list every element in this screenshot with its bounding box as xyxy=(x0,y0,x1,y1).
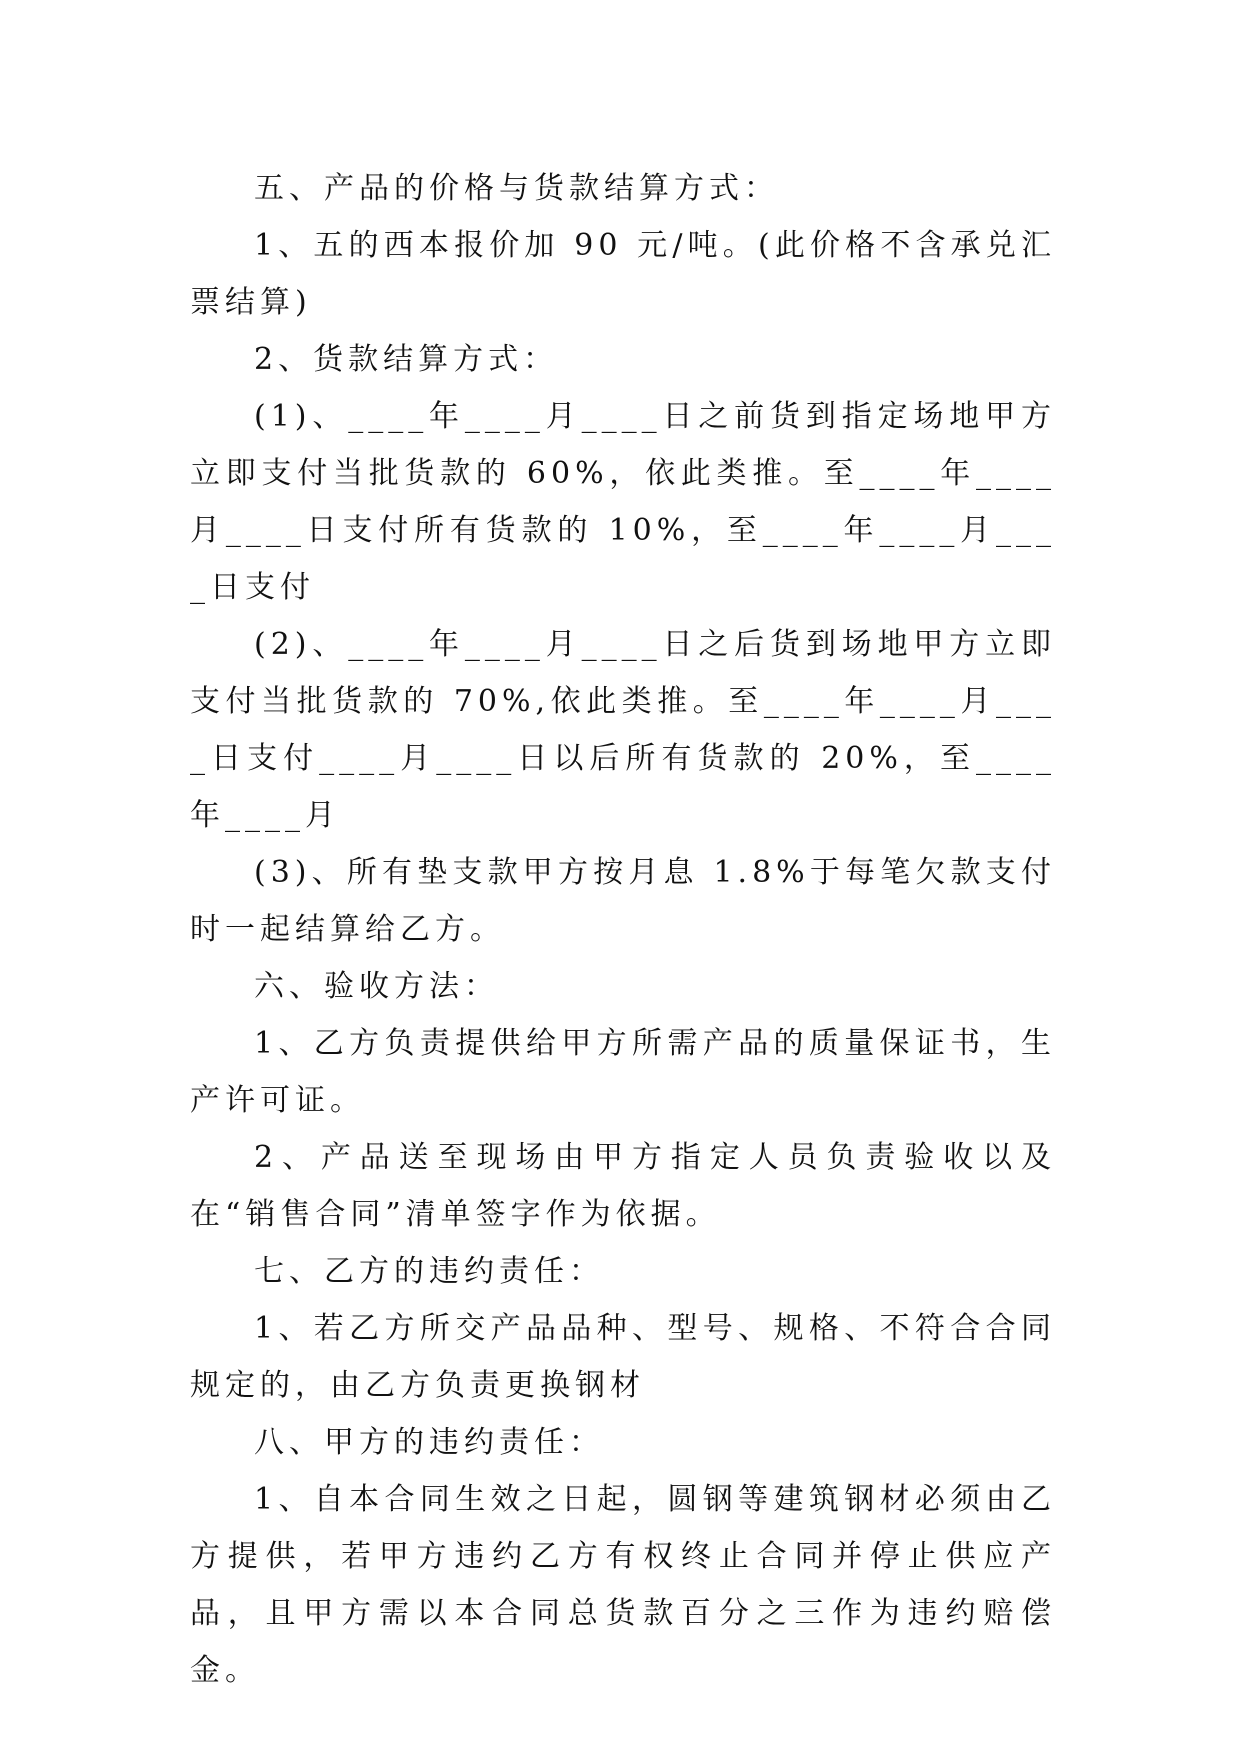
clause-acceptance-2: 2、产品送至现场由甲方指定人员负责验收以及在“销售合同”清单签字作为依据。 xyxy=(190,1140,1056,1232)
clause-settlement-2: (2)、____年____月____日之后货到场地甲方立即支付当批货款的 70%,依此类推。至____年____月____日支付____月____日以后所有货款的 20%，至____年____月 xyxy=(190,627,1056,833)
clause-settlement-3: (3)、所有垫支款甲方按月息 1.8%于每笔欠款支付时一起结算给乙方。 xyxy=(190,855,1056,947)
clause-party-b-liability-1: 1、若乙方所交产品品种、型号、规格、不符合合同规定的，由乙方负责更换钢材 xyxy=(190,1311,1056,1403)
section-heading-party-a-liability: 八、甲方的违约责任： xyxy=(254,1425,604,1460)
clause-price: 1、五的西本报价加 90 元/吨。(此价格不含承兑汇票结算) xyxy=(190,228,1056,320)
section-heading-price-settlement: 五、产品的价格与货款结算方式： xyxy=(254,171,779,206)
section-heading-party-b-liability: 七、乙方的违约责任： xyxy=(254,1254,604,1289)
clause-settlement-method: 2、货款结算方式： xyxy=(254,342,559,377)
clause-acceptance-1: 1、乙方负责提供给甲方所需产品的质量保证书，生产许可证。 xyxy=(190,1026,1056,1118)
section-heading-acceptance: 六、验收方法： xyxy=(254,969,499,1004)
clause-party-a-liability-1: 1、自本合同生效之日起，圆钢等建筑钢材必须由乙方提供，若甲方违约乙方有权终止合同并停止供应产品，且甲方需以本合同总货款百分之三作为违约赔偿金。 xyxy=(190,1482,1056,1688)
clause-settlement-1: (1)、____年____月____日之前货到指定场地甲方立即支付当批货款的 60%，依此类推。至____年____月____日支付所有货款的 10%，至____年____月____日支付 xyxy=(190,399,1056,605)
